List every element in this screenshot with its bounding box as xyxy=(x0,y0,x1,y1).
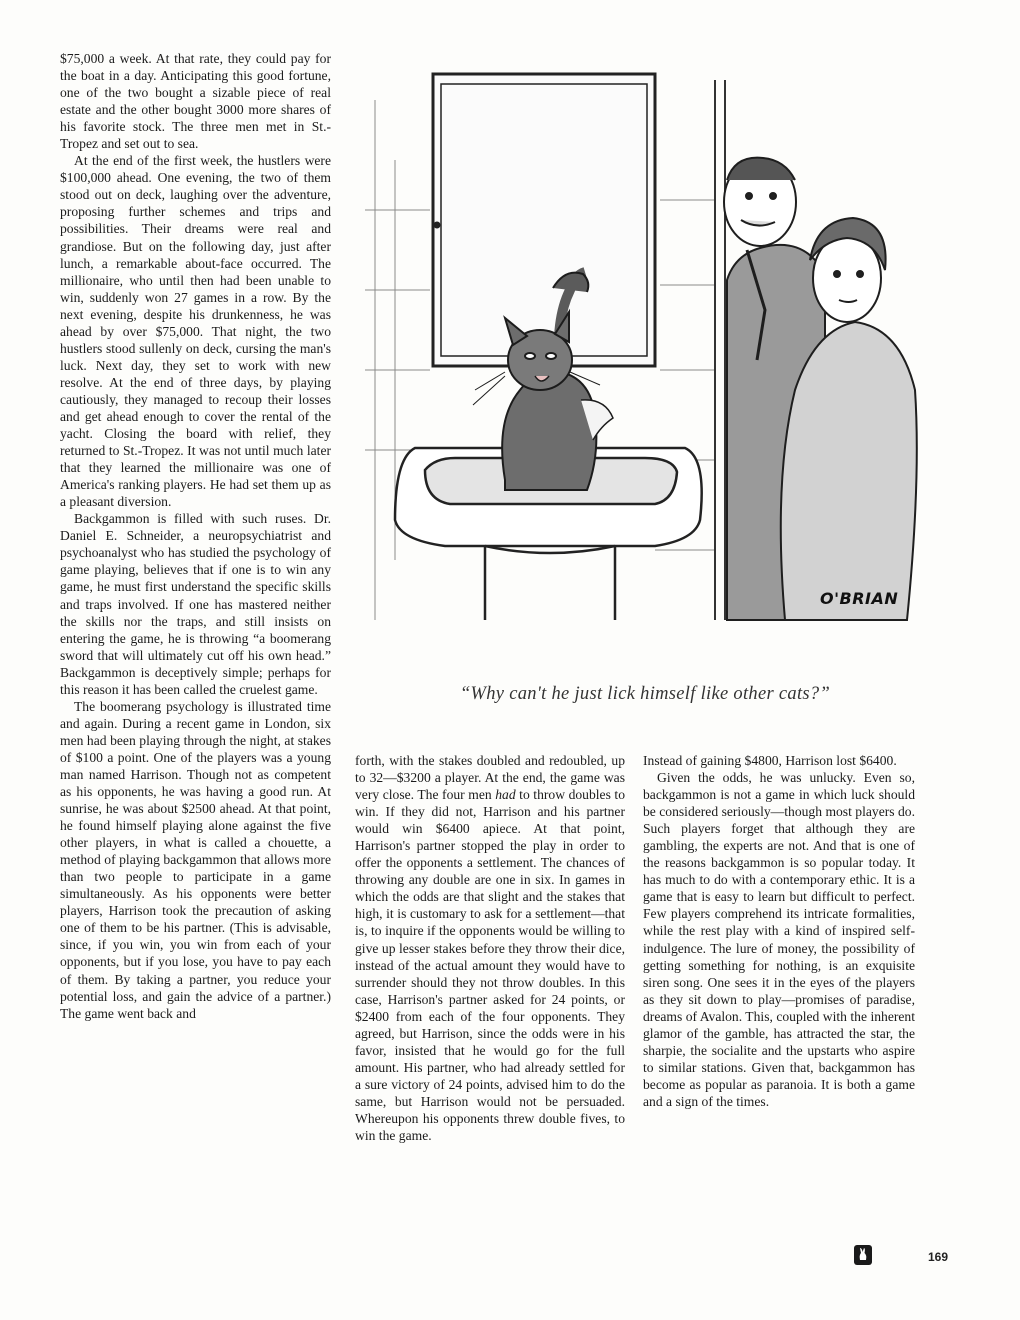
text-run: forth, with the stakes doubled and redoubled, up to 32—$3200 a player. At the end, the game was very close. The four men xyxy=(355,753,625,803)
page-number: 169 xyxy=(928,1250,949,1264)
paragraph: Backgammon is filled with such ruses. Dr. Daniel E. Schneider, a neuropsychiatrist and psychoanalyst who has studied the psychology of game playing, believes that if one is to win any game, he must first understand the specific skills and traps involved. If one has mastered neither the skills nor the traps, and still insists on entering the game, he is throwing “a boomerang sword that will ultimately cut off his own head.” Backgammon is deceptively simple; perhaps for this reason it has been called the cruelest game. xyxy=(60,511,331,697)
door-frame xyxy=(715,80,725,620)
mirror xyxy=(433,74,655,366)
text-run: to throw doubles to win. If they did not, Harrison and his partner would win $6400 apiece. At that point, Harrison's partner stopped the play in order to offer the opponents a settlement. The chances of throwing any double are one in six. In games in which the odds are that slight and the stakes that high, it is customary to ask for a settlement—that is, to inquire if the opponents would be willing to give up lesser stakes before they throw their dice, instead of the actual amount they would have to surrender should they not throw doubles. In this case, Harrison's partner asked for 24 points, or $2400 from each of the four opponents. They agreed, but Harrison, since the odds were in his favor, insisted that he would go for the full amount. His partner, who had already settled for a sure victory of 24 points, advised him to do the same, but Harrison would not be persuaded. Whereupon his opponents threw double fives, to win the game. xyxy=(355,787,625,1144)
paragraph: The boomerang psychology is illustrated time and again. During a recent game in London, six men had been playing through the night, at stakes of $100 a point. One of the players was a young man named Harrison. Though not as competent as his opponents, he was having a good run. At sunrise, he was about $2500 ahead. At that point, he found himself playing alone against the five other players, in what is called a chouette, a method of playing backgammon that allows more than two people to participate in a game simultaneously. As his opponents were better players, Harrison took the precaution of asking one of them to be his partner. (This is advisable, since, if you win, you win from each of your opponents, but if you lose, you have to pay each of them. By taking a partner, you reduce your potential loss, and gain the advice of a partner.) The game went back and xyxy=(60,698,331,1021)
paragraph: At the end of the first week, the hustlers were $100,000 ahead. One evening, the two of them stood out on deck, laughing over the adventure, proposing further schemes and trips and possibilities. Their dreams were real and grandiose. But on the following day, just after lunch, a remarkable about-face occurred. The millionaire, who until then had been unable to win, suddenly won 27 games in a row. By the next evening, despite his drunkenness, he was ahead by over $75,000. That night, the two hustlers stood sullenly on deck, cursing the man's luck. Next day, they set to work with new resolve. At the end of three days, by playing cautiously, they managed to recoup their losses and get ahead enough to cover the rental of the yacht. Closing the board with relief, they returned to St.-Tropez. It was not until much later that they learned the millionaire was one of America's ranking players. He had set them up as a pleasant diversion. xyxy=(60,153,331,510)
rabbit-head-logo-icon xyxy=(854,1245,872,1265)
article-column-3 xyxy=(643,752,915,1110)
cartoon-illustration xyxy=(355,60,935,680)
paragraph: Instead of gaining $4800, Harrison lost $6400. xyxy=(643,753,897,768)
paragraph: Given the odds, he was unlucky. Even so, backgammon is not a game in which luck should be considered seriously—though most players do. Such players forget that although they are gambling, the experts are not. And that is one of the reasons backgammon is so popular today. It has much to do with a contemporary ethic. It is a game that is easy to learn but difficult to perfect. Few players comprehend its intricate formalities, while the rest play with a kind of inspired self-indulgence. The lure of money, the possibility of getting something for nothing, is an exquisite siren song. One sees it in the eyes of the players as they sit down to play—promises of paradise, dreams of Avalon. This, coupled with the inherent glamor of the gamble, has attracted the star, the sharpie, the socialite and the upstarts who aspire to similar stations. Given that, backgammon has become as popular as paranoia. It is both a game and a sign of the times. xyxy=(643,770,915,1109)
article-column-1 xyxy=(60,50,331,1022)
emphasis: had xyxy=(495,787,516,803)
paragraph: $75,000 a week. At that rate, they could pay for the boat in a day. Anticipating this good fortune, one of the two bought a sizable piece of real estate and the other bought 3000 more shares of his favorite stock. The three men met in St.-Tropez and set out to sea. xyxy=(60,51,331,152)
artist-signature: O'BRIAN xyxy=(820,589,899,608)
article-column-2 xyxy=(355,752,625,1144)
cartoon-caption: “Why can't he just lick himself like other cats?” xyxy=(459,684,831,704)
paragraph xyxy=(355,752,625,1144)
